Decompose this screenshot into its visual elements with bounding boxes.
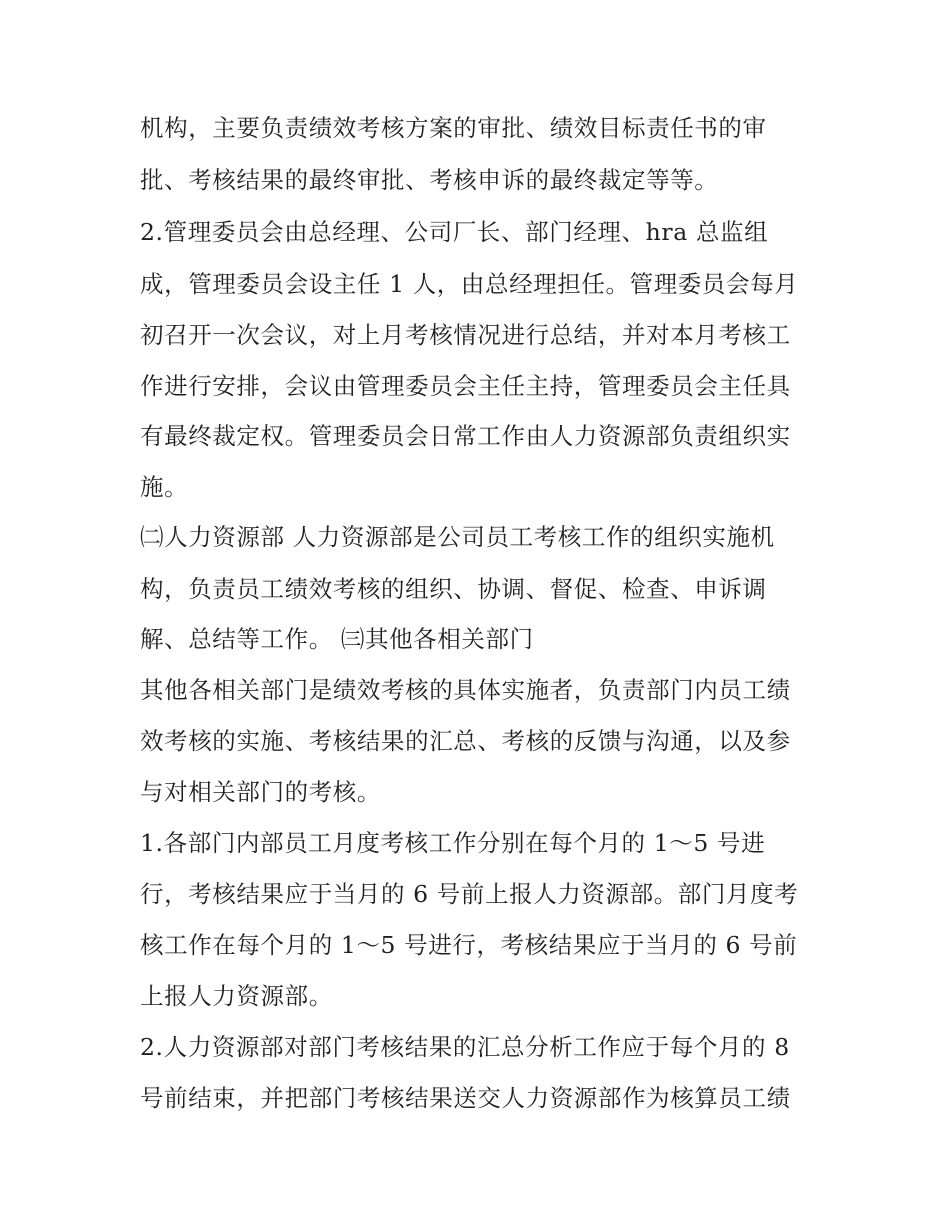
text-line: 机构，主要负责绩效考核方案的审批、绩效目标责任书的审 xyxy=(140,114,767,142)
text-line: 构，负责员工绩效考核的组织、协调、督促、检查、申诉调 xyxy=(140,575,767,603)
text-line: 其他各相关部门是绩效考核的具体实施者，负责部门内员工绩 xyxy=(140,676,791,704)
text-line: 与对相关部门的考核。 xyxy=(140,778,381,806)
text-line: 有最终裁定权。管理委员会日常工作由人力资源部负责组织实 xyxy=(140,422,791,450)
text-line: 上报人力资源部。 xyxy=(140,982,333,1010)
text-line: 1.各部门内部员工月度考核工作分别在每个月的 1～5 号进 xyxy=(140,829,766,857)
text-line: 成，管理委员会设主任 1 人，由总经理担任。管理委员会每月 xyxy=(140,270,799,298)
text-line: ㈡人力资源部 人力资源部是公司员工考核工作的组织实施机 xyxy=(140,523,775,551)
text-line: 施。 xyxy=(140,473,189,501)
text-line: 行，考核结果应于当月的 6 号前上报人力资源部。部门月度考 xyxy=(140,880,799,908)
text-line: 2.管理委员会由总经理、公司厂长、部门经理、hra 总监组 xyxy=(140,218,769,246)
text-line: 批、考核结果的最终审批、考核申诉的最终裁定等等。 xyxy=(140,166,719,194)
text-line: 2.人力资源部对部门考核结果的汇总分析工作应于每个月的 8 xyxy=(140,1033,790,1061)
text-line: 效考核的实施、考核结果的汇总、考核的反馈与沟通，以及参 xyxy=(140,727,791,755)
text-line: 号前结束，并把部门考核结果送交人力资源部作为核算员工绩 xyxy=(140,1084,791,1112)
text-line: 解、总结等工作。 ㈢其他各相关部门 xyxy=(140,625,534,653)
text-line: 作进行安排，会议由管理委员会主任主持，管理委员会主任具 xyxy=(140,372,791,400)
text-line: 核工作在每个月的 1～5 号进行，考核结果应于当月的 6 号前 xyxy=(140,931,798,959)
text-line: 初召开一次会议，对上月考核情况进行总结，并对本月考核工 xyxy=(140,321,791,349)
